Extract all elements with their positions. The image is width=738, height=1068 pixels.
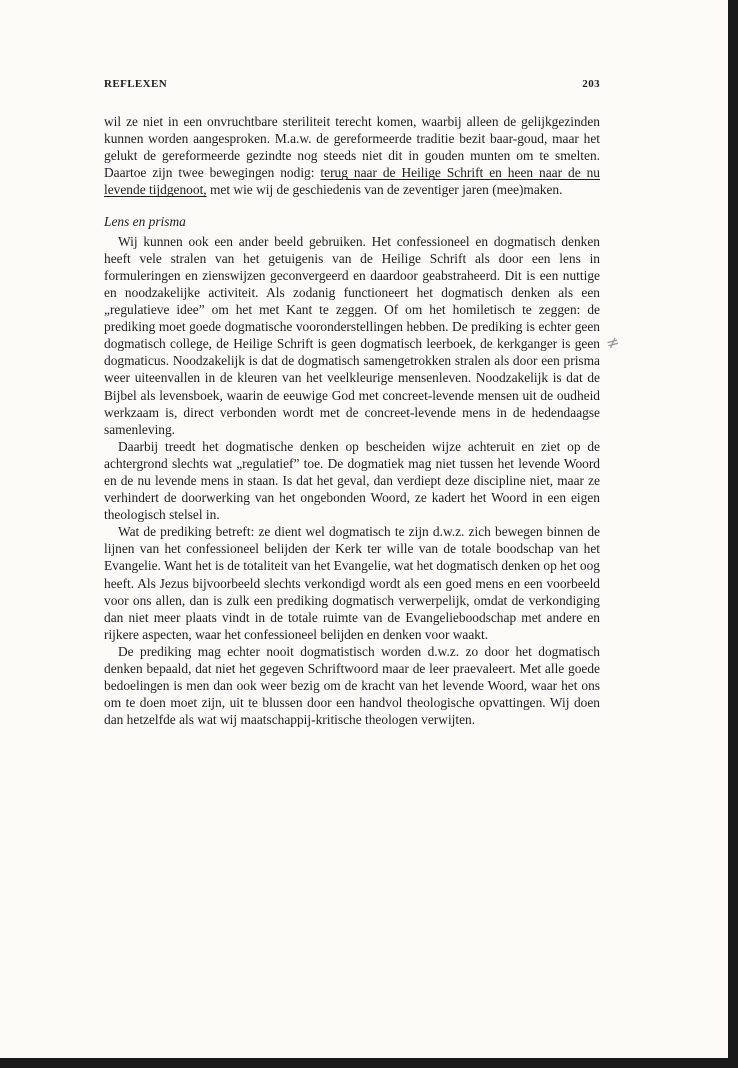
running-head-title: REFLEXEN	[104, 78, 168, 90]
page-number: 203	[582, 78, 600, 90]
paragraph-continued	[104, 113, 600, 198]
paragraph-text-end: met wie wij de geschiedenis van de zeventiger jaren (mee)maken.	[206, 182, 563, 198]
paragraph-text: wil ze niet in een onvruchtbare steriliteit terecht komen, waarbij alleen de gelijkgezinden kunnen worden aangesproken. M.a.w. de gereformeerde traditie bezit baar-goud, maar het gelukt de gereformeerde gezindte nog steeds niet dit in gouden munten om te smelten. Daartoe zijn twee bewegingen nodig:	[104, 114, 600, 181]
paragraph: Wij kunnen ook een ander beeld gebruiken. Het confessioneel en dogmatisch denken heeft vele stralen van het getuigenis van de Heilige Schrift als door een lens in formuleringen en zienswijzen geconvergeerd en daardoor geabstraheerd. Dit is een nuttige en noodzakelijke activiteit. Als zodanig functioneert het dogmatisch denken als een „regulatieve idee” om het met Kant te zeggen. Of om het homiletisch te zeggen: de prediking moet goede dogmatische vooronderstellingen hebben. De prediking is echter geen dogmatisch college, de Heilige Schrift is geen dogmatisch leerboek, de kerkganger is geen dogmaticus. Noodzakelijk is dat de dogmatisch samengetrokken stralen als door een prisma weer uiteenvallen in de kleuren van het veelkleurige mensenleven. Noodzakelijk is dat de Bijbel als levensboek, waarin de eeuwige God met concreet-levende mensen uit de oudheid werkzaam is, direct verbonden wordt met de concreet-levende mens in de hedendaagse samenleving.	[104, 233, 600, 437]
scan-edge-bottom	[0, 1058, 738, 1068]
paragraph: Wat de prediking betreft: ze dient wel dogmatisch te zijn d.w.z. zich bewegen binnen de lijnen van het confessioneel belijden der Kerk ter wille van de totale boodschap van het Evangelie. Want het is de totaliteit van het Evangelie, wat het dogmatisch denken op het oog heeft. Als Jezus bijvoorbeeld slechts verkondigd wordt als een goed mens en een voorbeeld voor ons allen, dan is zulk een prediking dogmatisch verwerpelijk, omdat de verkondiging dan niet meer plaats vindt in de totale ruimte van de Evangelieboodschap met andere en rijkere aspecten, waar het confessioneel belijden en denken voor waakt.	[104, 524, 600, 642]
margin-annotation-mark: ≠	[603, 331, 622, 354]
paragraph: De prediking mag echter nooit dogmatistisch worden d.w.z. zo door het dogmatisch denken bepaald, dat niet het gegeven Schriftwoord maar de leer praevaleert. Met alle goede bedoelingen is men dan ook weer bezig om de kracht van het levende Woord, waar het ons om te doen moet zijn, uit te blussen door een handvol theologische opvattingen. Wij doen dan hetzelfde als wat wij maatschappij-kritische theologen verwijten.	[104, 643, 600, 728]
running-head	[104, 76, 600, 93]
paragraph: Daarbij treedt het dogmatische denken op bescheiden wijze achteruit en ziet op de achtergrond slechts wat „regulatief” toe. De dogmatiek mag niet tussen het levende Woord en de nu levende mens in staan. Is dat het geval, dan verdiept deze discipline niet, maar ze verhindert de doorwerking van het ongebonden Woord, ze kadert het Woord in een eigen theologisch stelsel in.	[104, 438, 600, 523]
underlined-phrase: terug naar de Heilige Schrift en heen naar de nu levende tijdgenoot,	[104, 165, 600, 198]
scan-edge-right	[728, 0, 738, 1068]
section-heading: Lens en prisma	[104, 213, 186, 229]
text-block	[104, 76, 600, 728]
